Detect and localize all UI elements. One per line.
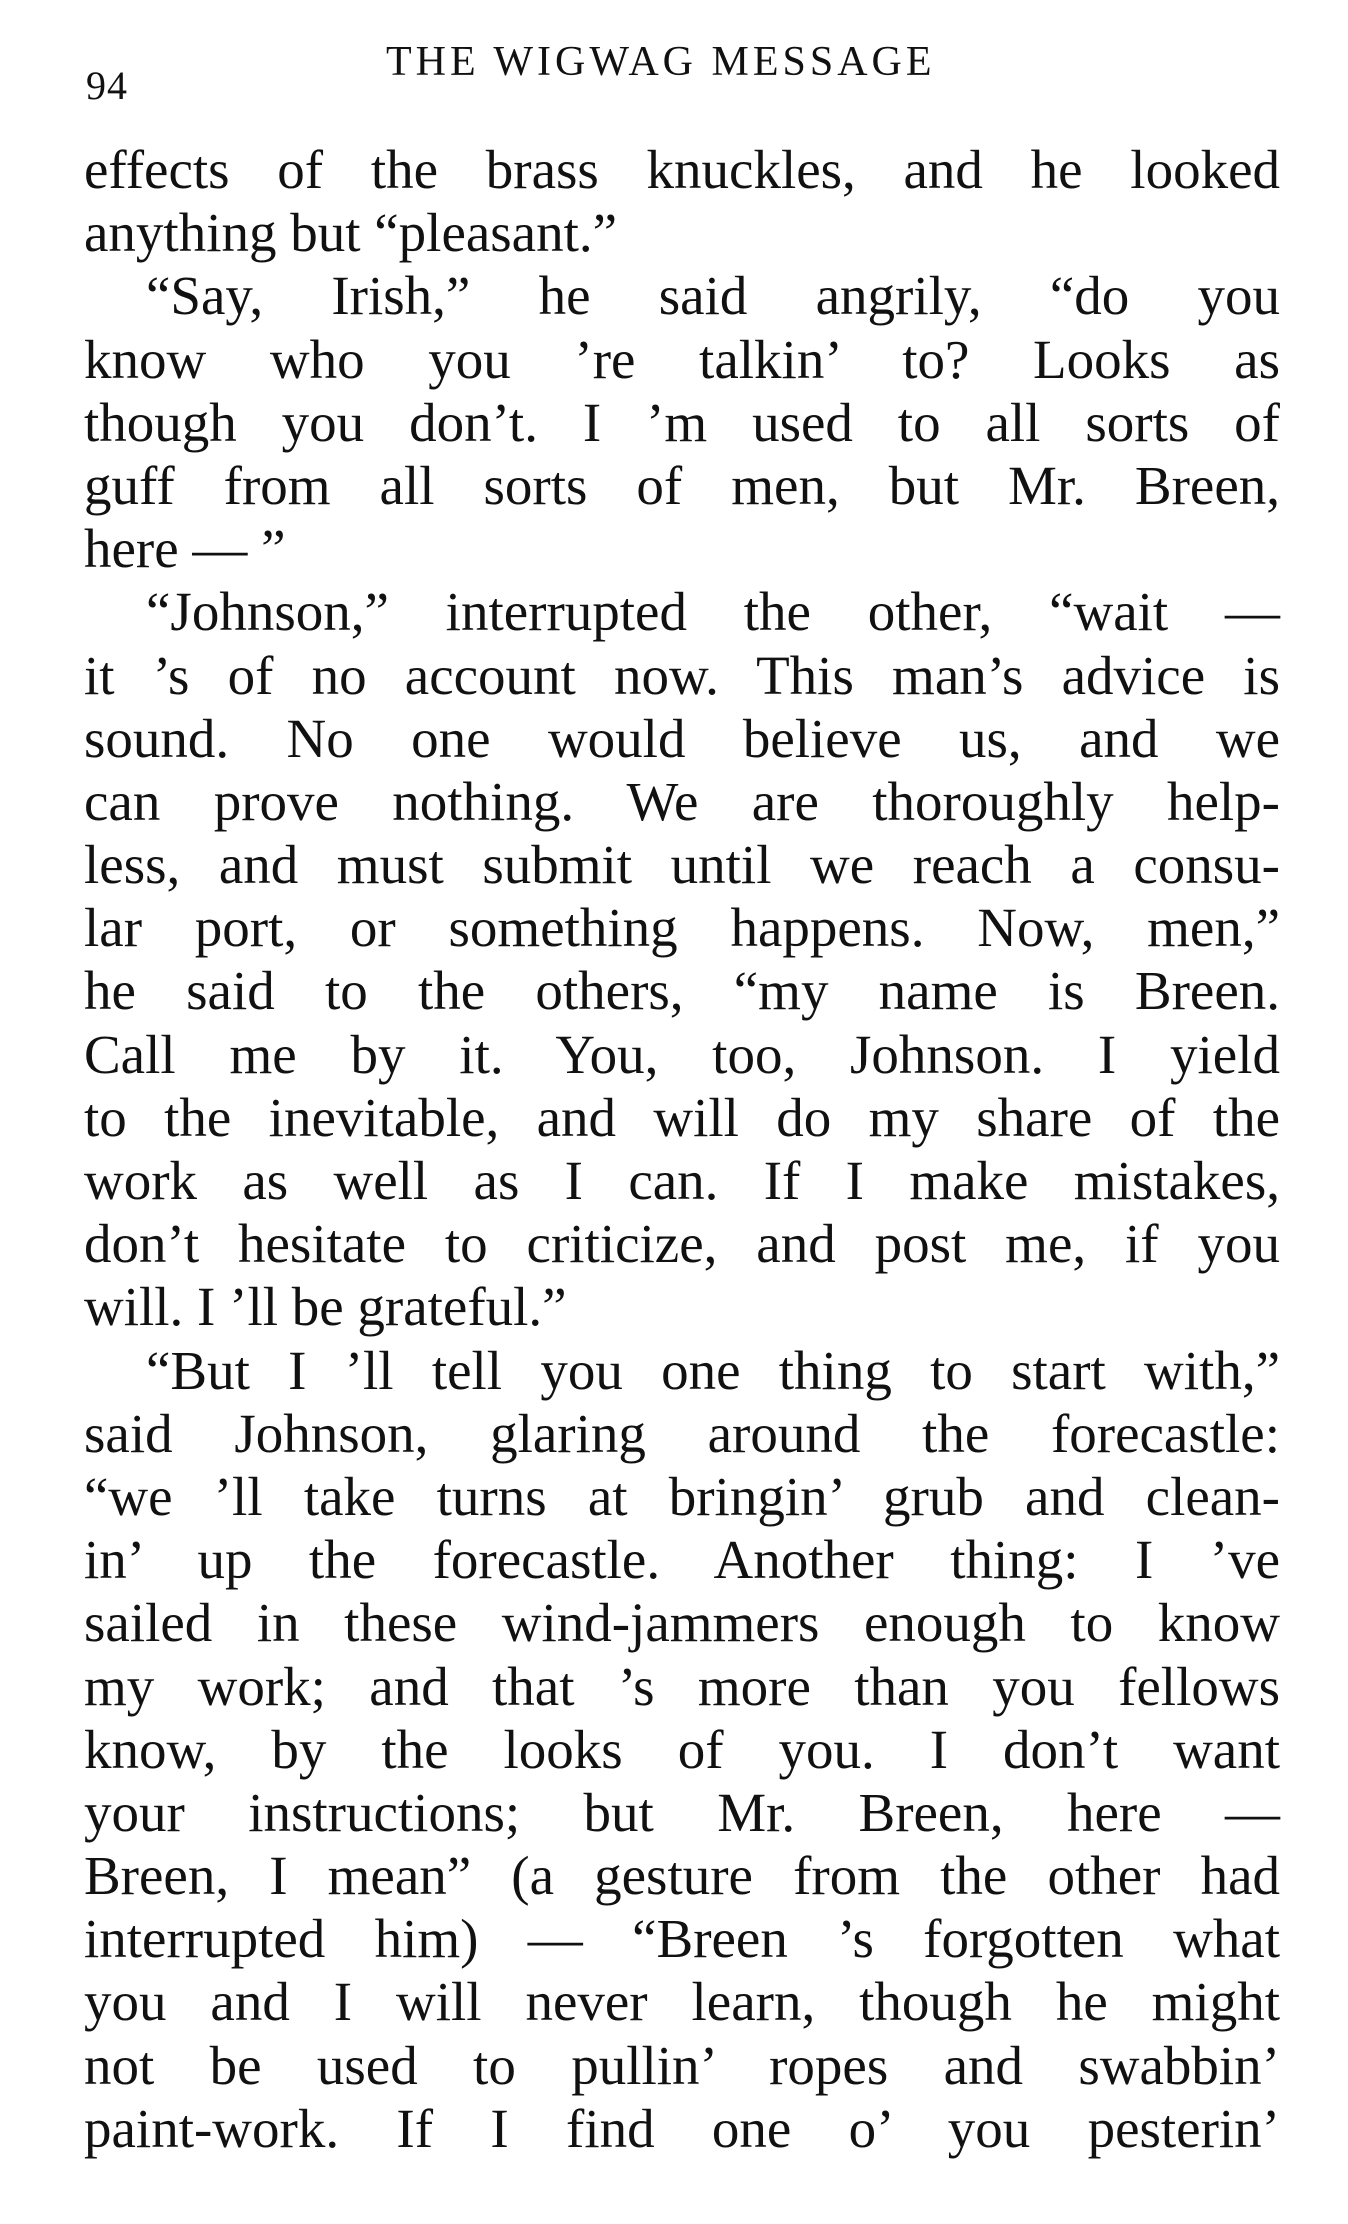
text-line: to the inevitable, and will do my share of the bbox=[84, 1086, 1280, 1148]
text-line: can prove nothing. We are thoroughly help- bbox=[84, 770, 1280, 832]
text-line: “we ’ll take turns at bringin’ grub and clean- bbox=[84, 1465, 1280, 1527]
text-line: here — ” bbox=[84, 518, 286, 580]
body-text bbox=[84, 138, 1280, 2160]
text-line: he said to the others, “my name is Breen. bbox=[84, 960, 1280, 1022]
text-line: interrupted him) — “Breen ’s forgotten what bbox=[84, 1908, 1280, 1970]
text-line: know, by the looks of you. I don’t want bbox=[84, 1718, 1280, 1780]
text-line: Breen, I mean” (a gesture from the other had bbox=[84, 1845, 1280, 1907]
text-line: your instructions; but Mr. Breen, here — bbox=[84, 1781, 1280, 1843]
text-line: sailed in these wind-jammers enough to know bbox=[84, 1592, 1280, 1654]
page-number: 94 bbox=[86, 63, 128, 108]
running-head bbox=[86, 38, 1278, 108]
text-line: “But I ’ll tell you one thing to start with,” bbox=[146, 1339, 1280, 1401]
text-line: effects of the brass knuckles, and he looked bbox=[84, 139, 1280, 200]
text-line: not be used to pullin’ ropes and swabbin’ bbox=[84, 2034, 1280, 2096]
text-line: Call me by it. You, too, Johnson. I yield bbox=[84, 1023, 1280, 1085]
text-line: “Say, Irish,” he said angrily, “do you bbox=[146, 265, 1280, 327]
text-line: in’ up the forecastle. Another thing: I ’ve bbox=[84, 1529, 1280, 1591]
text-line: sound. No one would believe us, and we bbox=[84, 707, 1280, 769]
running-title: THE WIGWAG MESSAGE bbox=[386, 39, 936, 85]
text-line: though you don’t. I ’m used to all sorts of bbox=[84, 391, 1280, 453]
text-line: “Johnson,” interrupted the other, “wait — bbox=[146, 581, 1280, 643]
text-line: my work; and that ’s more than you fellows bbox=[84, 1655, 1280, 1717]
text-line: anything but “pleasant.” bbox=[84, 202, 618, 264]
text-line: it ’s of no account now. This man’s advice is bbox=[84, 644, 1280, 706]
text-line: know who you ’re talkin’ to? Looks as bbox=[84, 328, 1280, 390]
text-line: guff from all sorts of men, but Mr. Breen, bbox=[84, 454, 1280, 516]
text-line: paint-work. If I find one o’ you pesterin’ bbox=[84, 2097, 1280, 2159]
text-line: don’t hesitate to criticize, and post me, if you bbox=[84, 1213, 1280, 1275]
text-line: work as well as I can. If I make mistakes, bbox=[84, 1150, 1280, 1211]
text-line: lar port, or something happens. Now, men,” bbox=[84, 897, 1280, 959]
text-line: you and I will never learn, though he might bbox=[84, 1971, 1280, 2033]
text-line: said Johnson, glaring around the forecastle: bbox=[84, 1402, 1280, 1464]
text-line: less, and must submit until we reach a consu- bbox=[84, 834, 1280, 896]
text-line: will. I ’ll be grateful.” bbox=[84, 1276, 567, 1338]
